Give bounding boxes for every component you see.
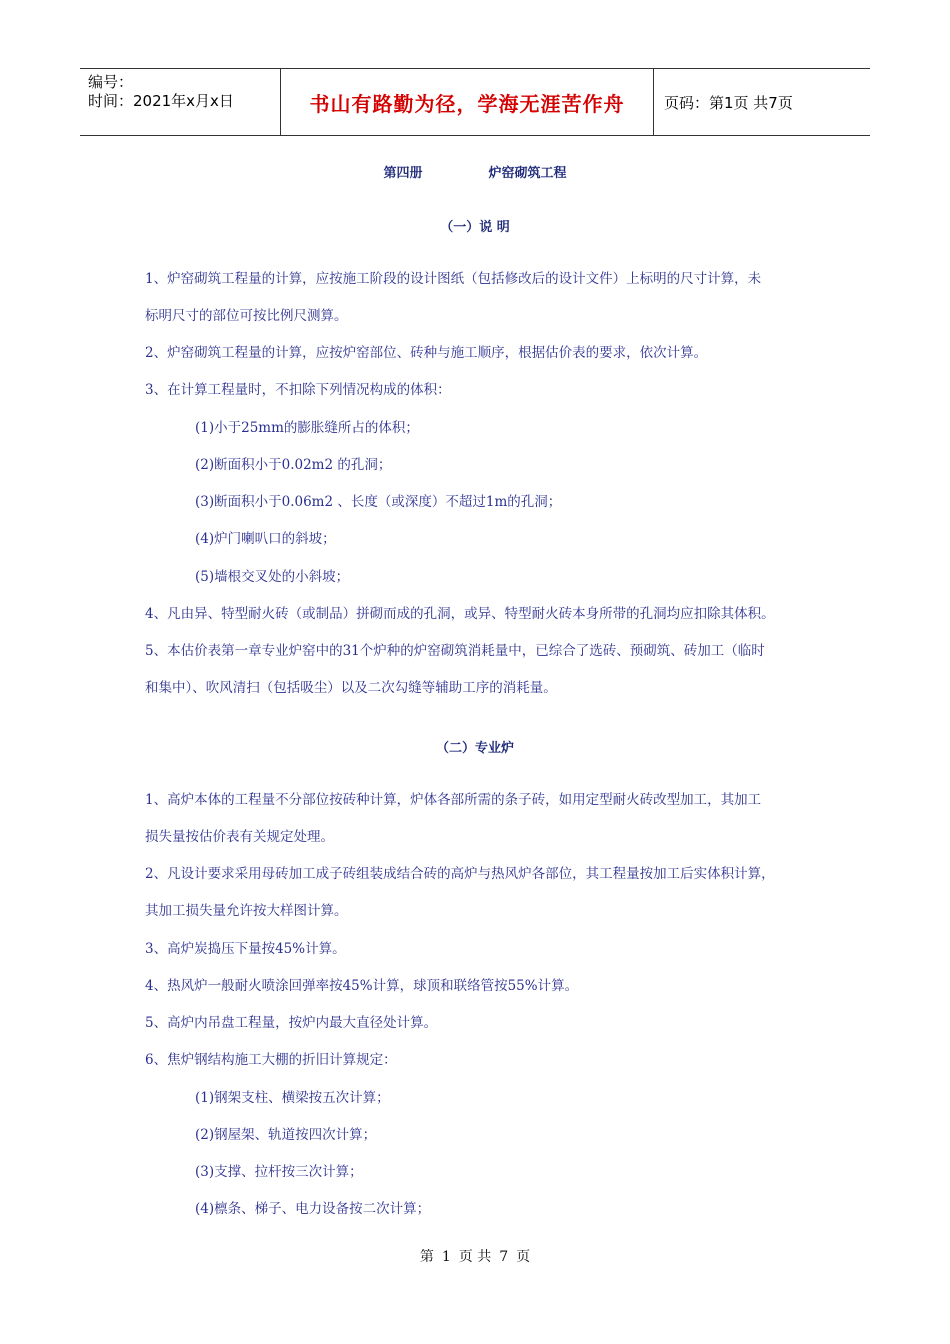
paragraph: 1、高炉本体的工程量不分部位按砖种计算，炉体各部所需的条子砖，如用定型耐火砖改型加工，其加工 [145, 792, 762, 808]
header-page-cell [654, 69, 870, 135]
sub-item: (2)钢屋架、轨道按四次计算； [195, 1127, 377, 1143]
sub-item: (5)墙根交叉处的小斜坡； [195, 569, 350, 585]
paragraph: 4、热风炉一般耐火喷涂回弹率按45%计算，球顶和联络管按55%计算。 [145, 978, 579, 994]
paragraph: 1、炉窑砌筑工程量的计算，应按施工阶段的设计图纸（包括修改后的设计文件）上标明的尺寸计算，未 [145, 271, 762, 287]
footer-page-number: 1 [441, 1249, 451, 1265]
paragraph: 2、凡设计要求采用母砖加工成子砖组装成结合砖的高炉与热风炉各部位，其工程量按加工后实体积计算， [145, 866, 775, 882]
footer-suffix: 页 [516, 1249, 531, 1265]
sub-item: (4)炉门喇叭口的斜坡； [195, 531, 336, 547]
paragraph: 标明尺寸的部位可按比例尺测算。 [145, 308, 348, 324]
header-info-cell [80, 69, 281, 135]
volume-label: 第四册 [383, 166, 423, 181]
header-page-code: 页码：第1页 共7页 [664, 93, 793, 112]
section2-title: （二）专业炉 [435, 741, 514, 756]
footer-middle: 页 共 [458, 1249, 492, 1265]
page-footer [0, 1246, 950, 1266]
paragraph: 5、高炉内吊盘工程量，按炉内最大直径处计算。 [145, 1015, 438, 1031]
paragraph: 3、在计算工程量时，不扣除下列情况构成的体积： [145, 382, 451, 398]
paragraph: 5、本估价表第一章专业炉窑中的31个炉种的炉窑砌筑消耗量中，已综合了选砖、预砌筑、砖加工（临时 [145, 643, 765, 659]
paragraph: 2、炉窑砌筑工程量的计算，应按炉窑部位、砖种与施工顺序，根据估价表的要求，依次计算。 [145, 345, 708, 361]
paragraph: 损失量按估价表有关规定处理。 [145, 829, 334, 845]
title-label: 炉窑砌筑工程 [488, 166, 567, 181]
paragraph: 4、凡由异、特型耐火砖（或制品）拼砌而成的孔洞，或异、特型耐火砖本身所带的孔洞均应扣除其体积。 [145, 606, 775, 622]
paragraph: 和集中）、吹风清扫（包括吸尘）以及二次勾缝等辅助工序的消耗量。 [145, 680, 557, 696]
document-date-label: 时间：2021年x月x日 [88, 92, 234, 110]
sub-item: (3)支撑、拉杆按三次计算； [195, 1164, 363, 1180]
sub-item: (3)断面积小于0.06m2 、长度（或深度）不超过1m的孔洞； [195, 494, 562, 510]
paragraph: 6、焦炉钢结构施工大棚的折旧计算规定： [145, 1052, 397, 1068]
header-motto-cell [281, 69, 654, 135]
sub-item: (2)断面积小于0.02m2 的孔洞； [195, 457, 392, 473]
document-title [0, 162, 950, 181]
document-number-label: 编号： [88, 73, 134, 91]
footer-prefix: 第 [419, 1249, 434, 1265]
paragraph: 3、高炉炭捣压下量按45%计算。 [145, 941, 346, 957]
section1-title: （一）说 明 [440, 220, 510, 235]
header-table [80, 68, 870, 136]
header-motto: 书山有路勤为径，学海无涯苦作舟 [309, 91, 625, 116]
paragraph: 其加工损失量允许按大样图计算。 [145, 903, 348, 919]
sub-item: (1)钢架支柱、横梁按五次计算； [195, 1090, 390, 1106]
sub-item: (1)小于25mm的膨胀缝所占的体积； [195, 420, 419, 436]
sub-item: (4)檩条、梯子、电力设备按二次计算； [195, 1201, 431, 1217]
footer-total-pages: 7 [499, 1249, 509, 1265]
